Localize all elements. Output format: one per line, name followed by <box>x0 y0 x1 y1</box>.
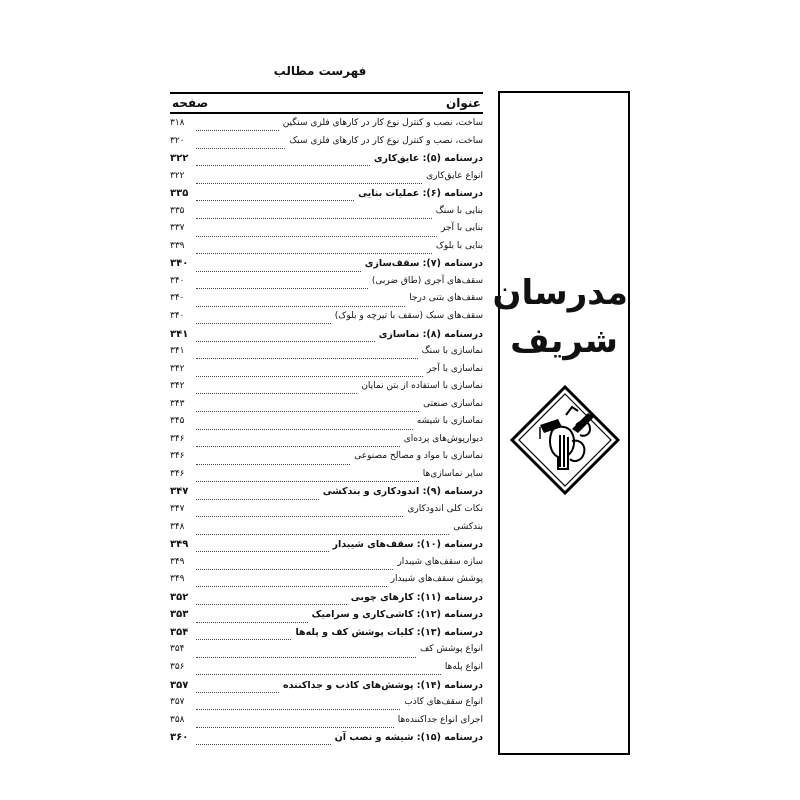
toc-entry-title: نکات کلی اندودکاری <box>407 504 483 515</box>
page-title: فهرست مطالب <box>273 64 367 78</box>
toc-entry-page: ۳۲۲ <box>170 170 185 181</box>
toc-row <box>170 662 483 680</box>
toc-entry-title: نماسازی با مواد و مصالح مصنوعی <box>354 451 483 462</box>
toc-leader-dots <box>196 604 347 605</box>
toc-entry-title: درسنامه (۵): عایق‌کاری <box>373 153 483 165</box>
toc-row <box>170 399 483 417</box>
toc-entry-title: سازه سقف‌های شیبدار <box>397 556 483 567</box>
toc-entry-page: ۳۴۷ <box>170 504 185 515</box>
toc-entry-title: انواع سقف‌های کاذب <box>404 697 483 708</box>
toc-row <box>170 311 483 329</box>
toc-entry-title: درسنامه (۱۲): کاشی‌کاری و سرامیک <box>311 609 483 621</box>
toc-leader-dots <box>196 481 419 482</box>
toc-entry-page: ۳۲۲ <box>170 153 189 165</box>
toc-leader-dots <box>196 657 416 658</box>
brand-panel <box>492 91 630 755</box>
toc-entry-title: سقف‌های سبک (سقف با تیرچه و بلوک) <box>334 311 483 322</box>
toc-leader-dots <box>196 499 319 500</box>
toc-entry-page: ۳۴۲ <box>170 363 185 374</box>
toc-row <box>170 504 483 522</box>
toc-leader-dots <box>196 130 279 131</box>
toc-chapter-row <box>170 153 483 171</box>
toc-entry-page: ۳۴۶ <box>170 433 185 444</box>
toc-entry-page: ۳۳۹ <box>170 240 185 251</box>
toc-entry-title: درسنامه (۱۵): شیشه و نصب آن <box>334 732 483 744</box>
toc-leader-dots <box>196 253 432 254</box>
toc-entry-title: بندکشی <box>453 521 483 532</box>
toc-chapter-row <box>170 486 483 504</box>
toc-leader-dots <box>196 165 370 166</box>
toc-row <box>170 715 483 733</box>
toc-leader-dots <box>196 376 423 377</box>
toc-row <box>170 276 483 294</box>
toc-leader-dots <box>196 551 329 552</box>
toc-row <box>170 171 483 189</box>
toc-entry-page: ۳۴۹ <box>170 539 189 551</box>
toc-chapter-row <box>170 539 483 557</box>
toc-row <box>170 136 483 154</box>
toc-row <box>170 574 483 592</box>
toc-row <box>170 118 483 136</box>
toc-chapter-row <box>170 609 483 627</box>
toc-leader-dots <box>196 586 387 587</box>
toc-entry-page: ۳۵۶ <box>170 661 185 672</box>
toc-entry-title: درسنامه (۹): اندودکاری و بندکشی <box>322 486 483 498</box>
toc-entry-page: ۳۴۱ <box>170 328 189 340</box>
toc-header-page: صفحه <box>172 96 209 110</box>
toc-chapter-row <box>170 592 483 610</box>
toc-entry-page: ۳۴۷ <box>170 486 189 498</box>
toc-entry-title: سایر نماسازی‌ها <box>422 468 483 479</box>
toc-leader-dots <box>196 200 354 201</box>
toc-entry-page: ۳۴۵ <box>170 416 185 427</box>
toc-row <box>170 469 483 487</box>
toc-entry-title: اجرای انواع جداکننده‌ها <box>397 714 483 725</box>
sharif-logo-icon <box>510 385 620 495</box>
toc-leader-dots <box>196 639 291 640</box>
toc-entry-title: بنایی با بلوک <box>435 240 483 251</box>
toc-entry-title: درسنامه (۱۱): کارهای چوبی <box>350 591 483 603</box>
toc-row <box>170 223 483 241</box>
toc-row <box>170 416 483 434</box>
toc-leader-dots <box>196 534 449 535</box>
toc-entry-title: درسنامه (۱۰): سقف‌های شیبدار <box>332 539 483 551</box>
toc-leader-dots <box>196 429 413 430</box>
toc-entry-title: بنایی با آجر <box>441 223 483 234</box>
toc-entry-page: ۳۴۹ <box>170 556 185 567</box>
toc-entry-page: ۳۳۵ <box>170 188 189 200</box>
toc-row <box>170 206 483 224</box>
toc-entry-title: نماسازی با سنگ <box>421 346 483 357</box>
toc-entry-title: انواع پوشش کف <box>419 644 483 655</box>
toc-leader-dots <box>196 288 368 289</box>
toc-entry-page: ۳۵۴ <box>170 626 189 638</box>
toc-entry-page: ۳۲۰ <box>170 135 185 146</box>
toc-entry-title: دیوارپوش‌های پرده‌ای <box>403 433 483 444</box>
toc-entry-title: سقف‌های آجری (طاق ضربی) <box>371 275 483 286</box>
toc-entry-page: ۳۵۷ <box>170 679 189 691</box>
toc-entry-page: ۳۵۷ <box>170 697 185 708</box>
toc-entry-page: ۳۵۴ <box>170 644 185 655</box>
toc-entry-title: درسنامه (۱۳): کلیات پوشش کف و پله‌ها <box>295 626 483 638</box>
toc-entry-page: ۳۴۰ <box>170 258 189 270</box>
toc-entry-title: نماسازی با استفاده از بتن نمایان <box>361 381 483 392</box>
toc-row <box>170 557 483 575</box>
toc-leader-dots <box>196 709 400 710</box>
toc-entry-page: ۳۳۷ <box>170 223 185 234</box>
toc-chapter-row <box>170 329 483 347</box>
toc-leader-dots <box>196 464 350 465</box>
toc-list <box>170 118 483 750</box>
toc-chapter-row <box>170 732 483 750</box>
toc-leader-dots <box>196 236 437 237</box>
toc-entry-title: انواع پله‌ها <box>444 661 483 672</box>
toc-entry-title: نماسازی با آجر <box>426 363 483 374</box>
toc-entry-page: ۳۴۰ <box>170 293 185 304</box>
toc-chapter-row <box>170 627 483 645</box>
toc-leader-dots <box>196 674 441 675</box>
toc-entry-title: نماسازی صنعتی <box>423 398 483 409</box>
toc-leader-dots <box>196 218 432 219</box>
toc-entry-page: ۳۴۶ <box>170 451 185 462</box>
toc-entry-title: انواع عایق‌کاری <box>426 170 483 181</box>
toc-entry-title: سقف‌های بتنی درجا <box>409 293 483 304</box>
toc-entry-page: ۳۴۸ <box>170 521 185 532</box>
toc-leader-dots <box>196 306 405 307</box>
toc-leader-dots <box>196 692 279 693</box>
toc-entry-title: بنایی با سنگ <box>435 205 483 216</box>
toc-row <box>170 522 483 540</box>
toc-entry-page: ۳۳۵ <box>170 205 185 216</box>
toc-entry-page: ۳۴۶ <box>170 468 185 479</box>
toc-row <box>170 364 483 382</box>
toc-leader-dots <box>196 341 375 342</box>
toc-row <box>170 241 483 259</box>
toc-leader-dots <box>196 622 308 623</box>
toc-chapter-row <box>170 680 483 698</box>
toc-entry-page: ۳۴۲ <box>170 381 185 392</box>
toc-entry-page: ۳۴۹ <box>170 574 185 585</box>
toc-leader-dots <box>196 393 357 394</box>
toc-header <box>170 92 483 114</box>
toc-row <box>170 293 483 311</box>
toc-leader-dots <box>196 569 393 570</box>
toc-leader-dots <box>196 323 331 324</box>
toc-chapter-row <box>170 188 483 206</box>
brand-name-line1: مدرسان <box>492 273 628 313</box>
toc-leader-dots <box>196 744 331 745</box>
toc-row <box>170 381 483 399</box>
toc-row <box>170 451 483 469</box>
toc-leader-dots <box>196 358 418 359</box>
toc-leader-dots <box>196 271 361 272</box>
toc-entry-page: ۳۱۸ <box>170 118 185 128</box>
toc-leader-dots <box>196 446 400 447</box>
toc-entry-title: پوشش سقف‌های شیبدار <box>390 574 483 585</box>
toc-row <box>170 434 483 452</box>
toc-leader-dots <box>196 411 419 412</box>
toc-row <box>170 644 483 662</box>
toc-header-title: عنوان <box>446 96 481 110</box>
toc-entry-title: درسنامه (۷): سقف‌سازی <box>364 258 483 270</box>
toc-entry-title: ساخت، نصب و کنترل نوع کار در کارهای فلزی سنگین <box>282 118 483 128</box>
toc-entry-title: درسنامه (۱۴): پوشش‌های کاذب و جداکننده <box>283 679 483 691</box>
toc-entry-title: درسنامه (۶): عملیات بنایی <box>358 188 483 200</box>
toc-entry-title: نماسازی با شیشه <box>416 416 483 427</box>
toc-row <box>170 346 483 364</box>
toc-entry-page: ۳۵۲ <box>170 591 189 603</box>
toc-entry-page: ۳۴۳ <box>170 398 185 409</box>
toc-entry-page: ۳۵۸ <box>170 714 185 725</box>
toc-chapter-row <box>170 258 483 276</box>
toc-entry-title: درسنامه (۸): نماسازی <box>378 328 483 340</box>
toc-leader-dots <box>196 183 422 184</box>
toc-entry-page: ۳۴۰ <box>170 275 185 286</box>
toc-entry-title: ساخت، نصب و کنترل نوع کار در کارهای فلزی سبک <box>289 135 483 146</box>
toc-entry-page: ۳۴۰ <box>170 311 185 322</box>
brand-name-line2: شریف <box>510 321 618 361</box>
toc-row <box>170 697 483 715</box>
toc-entry-page: ۳۵۳ <box>170 609 189 621</box>
toc-leader-dots <box>196 516 403 517</box>
toc-entry-page: ۳۶۰ <box>170 732 189 744</box>
toc-leader-dots <box>196 148 285 149</box>
toc-leader-dots <box>196 727 394 728</box>
toc-entry-page: ۳۴۱ <box>170 346 185 357</box>
